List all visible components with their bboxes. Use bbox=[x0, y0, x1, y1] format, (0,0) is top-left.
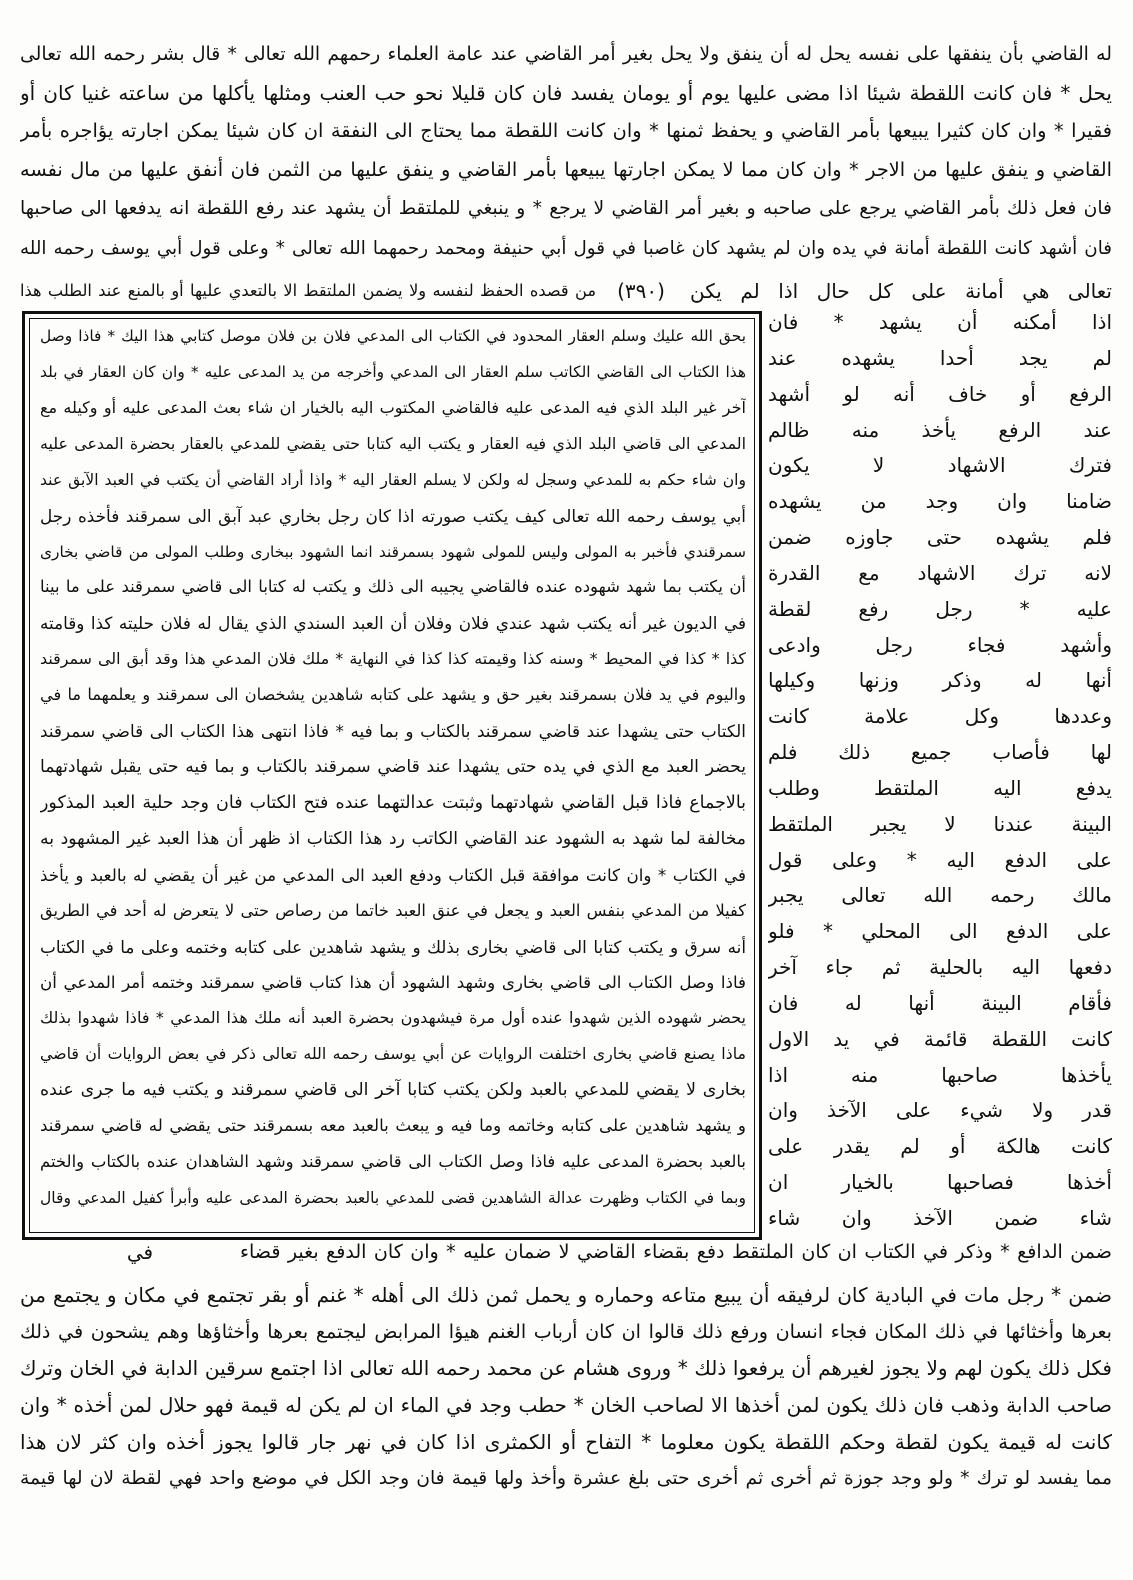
column-text-line: ضامنا وان وجد من يشهده bbox=[768, 489, 1112, 513]
column-text-line: يدفع اليه الملتقط وطلب bbox=[768, 776, 1112, 800]
column-text-line: الرفع أو خاف أنه لو أشهد bbox=[768, 382, 1112, 406]
column-text-line: وعددها وكل علامة كانت bbox=[768, 704, 1112, 728]
boxed-text-line: بحق الله عليك وسلم العقار المحدود في الكتاب الى المدعي فلان بن فلان موصل كتابي هذا اليك * فاذا وصل bbox=[40, 327, 746, 345]
boxed-text-line: آخر غير البلد الذي فيه المدعى عليه فالقاضي المكتوب اليه بالخيار ان شاء بعث المدعى عليه أو وكيله مع bbox=[40, 398, 746, 417]
column-text-line: فلم يشهده حتى جاوزه ضمن bbox=[768, 525, 1112, 549]
column-text-line: قدر ولا شيء على الآخذ وان bbox=[768, 1098, 1112, 1122]
boxed-text-line: أبي يوسف رحمه الله تعالى كيف يكتب صورته اذا كان رجل بخاري عبد آبق الى سمرقند فأخذه رجل bbox=[40, 506, 746, 526]
column-text-line: أخذها فصاحبها بالخيار ان bbox=[768, 1170, 1112, 1194]
text-line: ضمن * رجل مات في البادية كان لرفيقه أن يبيع متاعه وحماره و يحمل ثمن ذلك الى أهله * غنم أو بقر تجتمع في مكان و يجتمع من bbox=[20, 1283, 1112, 1307]
text-line: فان فعل ذلك بأمر القاضي يرجع على صاحبه و بغير أمر القاضي لا يرجع * و ينبغي للملتقط أن يشهد عند رفع اللقطة انه يدفعها الى صاحبها bbox=[20, 198, 1112, 219]
text-line: له القاضي بأن ينفقها على نفسه يحل له أن ينفق ولا يحل بغير أمر القاضي عند عامة العلماء رحمهم الله تعالى * قال بشر رحمه الله تعالى bbox=[20, 44, 1112, 65]
text-line: القاضي و ينفق عليها من الاجر * وان كان مما لا يمكن اجارتها يبيعها بأمر القاضي و ينفق عليها من الثمن فان أنفق عليها من مال نفسه bbox=[20, 158, 1112, 181]
column-text-line: كانت اللقطة قائمة في يد الاول bbox=[768, 1027, 1112, 1051]
text-line: فان أشهد كانت اللقطة أمانة في يده وان لم يشهد كان غاصبا في قول أبي حنيفة ومحمد رحمهما الله تعالى * وعلى قول أبي يوسف رحمه الله bbox=[20, 238, 1112, 259]
column-text-line: أنها له وذكر وزنها وكيلها bbox=[768, 668, 1112, 692]
column-text-line: دفعها اليه بالحلية ثم جاء آخر bbox=[768, 955, 1112, 979]
boxed-text-line: المدعي الى قاضي البلد الذي فيه العقار و يكتب اليه كتابا حتى يقضي للمدعي بالعقار بحضرة المدعى عليه bbox=[40, 434, 746, 453]
boxed-text-line: بالاجماع فاذا قبل القاضي شهادتهما وثبتت عدالتهما عنده فتح الكتاب فان وجد حلية العبد المذكور bbox=[40, 793, 746, 813]
column-text-line: على الدفع الى المحلي * فلو bbox=[768, 919, 1112, 943]
column-text-line: عليه * رجل رفع لقطة bbox=[768, 597, 1112, 621]
page-number: (٣٩٠) bbox=[617, 279, 665, 303]
boxed-text-line: كذا * كذا في المحيط * وسنه كذا وقيمته كذا كذا في النهاية * ملك فلان المدعي هذا وقد أبق الى سمرقند bbox=[40, 649, 746, 668]
boxed-text-line: واليوم في يد فلان بسمرقند بغير حق و يشهد على كتابه شاهدين يشخصان الى سمرقند و يعلمهما ما في bbox=[40, 685, 746, 704]
text-line: كانت له قيمة يكون لقطة وحكم اللقطة يكون معلوما * التفاح أو الكمثرى اذا كان في نهر جار قالوا يجوز أخذه وان كثر لان هذا bbox=[20, 1430, 1112, 1454]
column-text-line: لانه ترك الاشهاد مع القدرة bbox=[768, 561, 1112, 585]
boxed-text-line: مخالفة لما شهد به الشهود عند القاضي الكاتب رد هذا الكتاب اذ ظهر أن هذا العبد غير المشهود به bbox=[40, 829, 746, 849]
text-line: تعالى هي أمانة على كل حال اذا لم يكن bbox=[690, 279, 1112, 303]
boxed-text-line: وبما في الكتاب وظهرت عدالة الشاهدين قضى للمدعي بالعبد بحضرة المدعى عليه وأبرأ كفيل المدعي وقال bbox=[40, 1189, 746, 1207]
column-text-line: مالك رحمه الله تعالى يجبر bbox=[768, 883, 1112, 907]
column-text-line: البينة عندنا لا يجبر الملتقط bbox=[768, 812, 1112, 836]
text-line: يحل * فان كانت اللقطة شيئا اذا مضى عليها يوم أو يومان يفسد فان كان قليلا نحو حب العنب ومثلها يأكلها من ساعته غنيا كان أو bbox=[20, 81, 1112, 105]
boxed-text-line: هذا الكتاب الى القاضي الكاتب سلم العقار الى المدعي وأخرجه من يد المدعى عليه * وان كان العقار في بلد bbox=[40, 363, 746, 381]
boxed-text-line: أن يكتب بما شهد شهوده عنده فالقاضي يجيبه الى ذلك و يكتب له كتابا الى قاضي سمرقند على ما بينا bbox=[40, 577, 746, 596]
text-line: بعرها وأخثائها في ذلك المكان فجاء انسان ورفع ذلك قالوا ان كان أرباب الغنم هيؤا المرابض ليجتمع بعرها وأخثاؤها وهم يشحون في ذلك bbox=[20, 1320, 1112, 1343]
column-text-line: عند الرفع يأخذ منه ظالم bbox=[768, 418, 1112, 442]
column-text-line: كانت هالكة أو لم يقدر على bbox=[768, 1134, 1112, 1158]
boxed-text-line: بخارى لا يقضي للمدعي بالعبد ولكن يكتب كتابا آخر الى قاضي سمرقند و يكتب فيه ما جرى عنده bbox=[40, 1080, 746, 1100]
column-text-line: لم يجد أحدا يشهده عند bbox=[768, 346, 1112, 370]
boxed-text-line: و يشهد شاهدين على كتابه وخاتمه وما فيه و يبعث بالعبد معه بسمرقند حتى يقضي له قاضي سمرقند bbox=[40, 1116, 746, 1135]
boxed-text-line: الكتاب حتى يشهدا عند قاضي سمرقند بالكتاب و بما فيه * فاذا انتهى هذا الكتاب الى قاضي سمرقند bbox=[40, 721, 746, 741]
column-text-line: على الدفع اليه * وعلى قول bbox=[768, 848, 1112, 872]
boxed-text-line: بالعبد بحضرة المدعى عليه فاذا وصل الكتاب الى قاضي سمرقند وشهد الشاهدان عنده بالكتاب والختم bbox=[40, 1152, 746, 1171]
boxed-text-line: كفيلا من المدعي بنفس العبد و يجعل في عنق العبد خاتما من رصاص حتى لا يتعرض له أحد في الطريق bbox=[40, 901, 746, 920]
column-text-line: فترك الاشهاد لا يكون bbox=[768, 453, 1112, 477]
text-line: من قصده الحفظ لنفسه ولا يضمن الملتقط الا بالتعدي عليها أو بالمنع عند الطلب هذا bbox=[20, 281, 596, 300]
column-text-line: يأخذها صاحبها منه اذا bbox=[768, 1063, 1112, 1087]
text-line: ضمن الدافع * وذكر في الكتاب ان كان الملتقط دفع بقضاء القاضي لا ضمان عليه * وان كان الدفع بغير قضاء bbox=[240, 1240, 1112, 1263]
text-line: فقيرا * وان كان كثيرا يبيعها بأمر القاضي و يحفظ ثمنها * وان كانت اللقطة مما يحتاج الى النفقة ان كان شيئا يمكن اجارته يؤاجره بأمر bbox=[20, 119, 1112, 142]
boxed-text-line: يحضر شهوده الذين شهدوا عنده أول مرة فيشهدون بحضرة العبد أنه ملك هذا المدعي * فاذا شهدوا بذلك bbox=[40, 1008, 746, 1027]
boxed-text-line: في الديون غير أنه يكتب شهد عندي فلان وفلان أن العبد السندي الذي يقال له فلان حليته كذا وقامته bbox=[40, 613, 746, 633]
text-line: مما يفسد لو ترك * ولو وجد جوزة ثم أخرى ثم أخرى حتى بلغ عشرة وأخذ ولها قيمة فان وجد الكل في موضع واحد فهي لقطة لان لها قيمة bbox=[20, 1468, 1112, 1489]
column-text-line: اذا أمكنه أن يشهد * فان bbox=[768, 310, 1112, 334]
boxed-text-line: سمرقندي فأخبر به المولى وليس للمولى شهود بسمرقند انما الشهود ببخارى وطلب المولى من قاضي بخارى bbox=[40, 543, 746, 561]
column-text-line: لها فأصاب جميع ذلك فلم bbox=[768, 740, 1112, 764]
text-line: فكل ذلك يكون لهم ولا يجوز لغيرهم أن يرفعوا ذلك * وروى هشام عن محمد رحمه الله تعالى اذا اجتمع سرقين الدابة في الخان وترك bbox=[20, 1356, 1112, 1380]
column-text-line: فأقام البينة أنها له فان bbox=[768, 991, 1112, 1015]
boxed-text-line: أنه سرق و يكتب كتابا الى قاضي بخارى بذلك و يشهد شاهدين على كتابه وختمه وعلى ما في الكتاب bbox=[40, 937, 746, 957]
text-line-tail: في bbox=[126, 1240, 154, 1264]
boxed-text-line: يحضر العبد مع الذي في يده حتى يشهدا عند قاضي سمرقند بالكتاب و بما فيه حتى يقبل شهادتهما bbox=[40, 757, 746, 777]
boxed-text-line: وان شاء حكم به للمدعي وسجل له ولكن لا يسلم العقار اليه * واذا أراد القاضي أن يكتب في العبد الآبق عند bbox=[40, 471, 746, 489]
text-line: صاحب الدابة وذهب فان ذلك يكون لمن أخذها الا لصاحب الخان * حطب وجد في الماء ان لم يكن له قيمة فهو حلال لمن أخذه * وان bbox=[20, 1393, 1112, 1417]
boxed-text-line: في الكتاب * وان كانت موافقة قبل الكتاب ودفع العبد الى المدعي من غير أن يقضي له بالعبد و يأخذ bbox=[40, 865, 746, 885]
boxed-text-line: فاذا وصل الكتاب الى قاضي بخارى وشهد الشهود أن هذا كتاب قاضي سمرقند وختمه أمر المدعي أن bbox=[40, 973, 746, 992]
boxed-text-line: ماذا يصنع قاضي بخارى اختلفت الروايات عن أبي يوسف رحمه الله تعالى ذكر في بعض الروايات أن قاضي bbox=[40, 1044, 746, 1063]
column-text-line: وأشهد فجاء رجل وادعى bbox=[768, 633, 1112, 657]
column-text-line: شاء ضمن الآخذ وان شاء bbox=[768, 1206, 1112, 1230]
